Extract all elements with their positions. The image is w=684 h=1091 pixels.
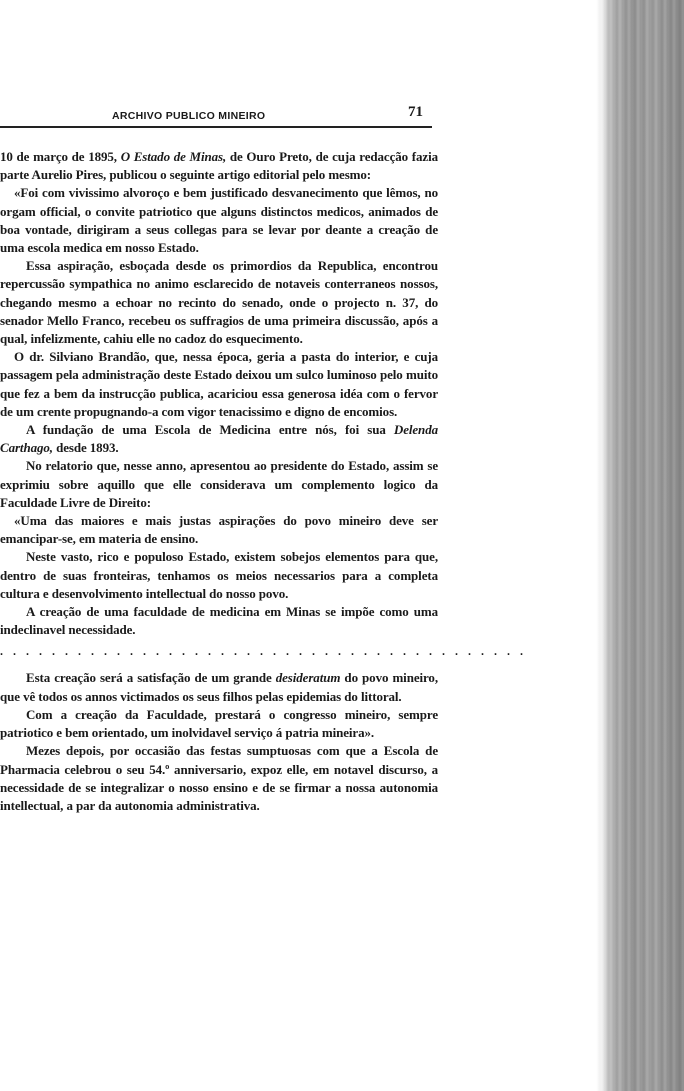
text-segment: 10 de março de 1895, <box>0 149 121 164</box>
text-segment: A fundação de uma Escola de Medicina entre nós, foi sua <box>26 422 394 438</box>
paragraph <box>0 148 438 184</box>
paragraph <box>0 548 438 603</box>
italic-text: desideratum <box>275 670 341 686</box>
paragraph <box>0 706 438 742</box>
italic-text: Delenda Carthago, <box>0 422 438 456</box>
header-rule <box>0 126 432 128</box>
header-title: ARCHIVO PUBLICO MINEIRO <box>112 110 266 122</box>
dotted-separator: . . . . . . . . . . . . . . . . . . . . . . . . . . . . . . . . . . . . . . . . . <box>0 644 527 659</box>
text-segment: Neste vasto, rico e populoso Estado, existem sobejos elementos para que, dentro de suas fronteiras, tenhamos os meios necessarios para a completa cultura e desenvolvimento intellectual do nosso povo. <box>0 549 438 601</box>
spine-shadow <box>596 0 610 1091</box>
text-segment: desde 1893. <box>52 440 119 456</box>
text-segment: Essa aspiração, esboçada desde os primordios da Republica, encontrou repercussão sympathica no animo esclarecido de notaveis conterraneos nossos, chegando mesmo a echoar no recinto do senado, onde o projecto n. 37, do senador Mello Franco, recebeu os suffragios de uma primeira discussão, após a qual, infelizmente, cahiu elle no cadoz do esquecimento. <box>0 258 438 347</box>
text-segment: Mezes depois, por occasião das festas sumptuosas com que a Escola de Pharmacia celebrou o seu 54.º anniversario, expoz elle, em notavel discurso, a necessidade de se integralizar o nosso ensino e de se firmar a nossa autonomia intellectual, a par da autonomia administrativa. <box>0 743 438 813</box>
italic-text: O Estado de Minas, <box>120 149 227 164</box>
paragraph <box>0 421 438 457</box>
body-text <box>0 148 527 815</box>
paragraph <box>0 603 438 639</box>
paragraph <box>0 742 438 815</box>
text-segment: do povo mineiro, que vê todos os annos victimados os seus filhos pelas epidemias do littoral. <box>0 670 438 704</box>
paragraph <box>0 257 438 348</box>
text-segment: Com a creação da Faculdade, prestará o congresso mineiro, sempre patriotico e bem orientado, um inolvidavel serviço á patria mineira». <box>0 706 438 741</box>
paragraph <box>0 348 438 421</box>
text-segment: «Foi com vivissimo alvoroço e bem justificado desvanecimento que lêmos, no orgam official, o convite patriotico que alguns distinctos medicos, animados de boa vontade, dirigiram a seus collegas para se levar por deante a creação de uma escola medica em nosso Estado. <box>0 185 438 256</box>
paragraph <box>0 457 438 512</box>
text-segment: de Ouro Preto, de cuja redacção fazia parte Aurelio Pires, publicou o seguinte artigo editorial pelo mesmo: <box>0 149 438 183</box>
text-segment: No relatorio que, nesse anno, apresentou ao presidente do Estado, assim se exprimiu sobre aquillo que elle considerava um complemento logico da Faculdade Livre de Direito: <box>0 458 438 510</box>
text-segment: Esta creação será a satisfação de um grande <box>26 670 276 686</box>
paragraph <box>0 669 438 705</box>
text-segment: O dr. Silviano Brandão, que, nessa época, geria a pasta do interior, e cuja passagem pela administração deste Estado deixou um sulco luminoso pelo muito que fez a bem da instrucção publica, acariciou essa generosa idéa com o fervor de um crente propugnando-a com vigor tenacissimo e digno de encomios. <box>0 349 438 419</box>
paragraph <box>0 512 438 548</box>
page-number: 71 <box>408 104 423 120</box>
text-segment: A creação de uma faculdade de medicina em Minas se impõe como uma indeclinavel necessidade. <box>0 604 438 638</box>
paragraph <box>0 184 438 257</box>
running-header <box>0 104 432 130</box>
text-segment: «Uma das maiores e mais justas aspirações do povo mineiro deve ser emancipar-se, em materia de ensino. <box>0 513 438 547</box>
